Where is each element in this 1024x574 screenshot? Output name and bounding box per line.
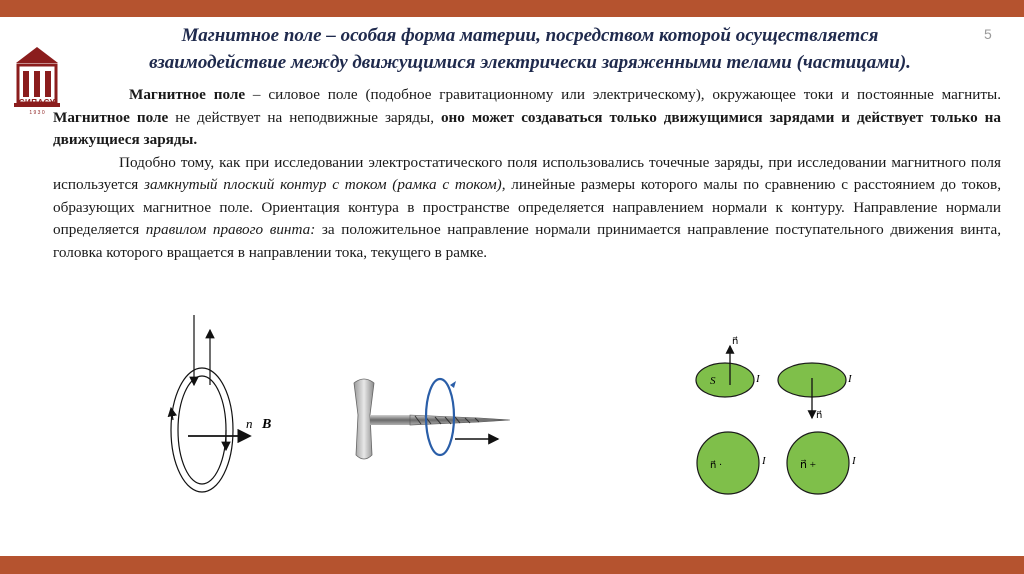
text-run: не действует на неподвижные заряды, [168,108,441,126]
current-label: I [762,455,766,467]
title-line-1: Магнитное поле – особая форма материи, посредством которой осуществляется [181,25,879,46]
loop-ellipse [696,363,754,397]
current-label: I [852,455,856,467]
italic-term: правилом правого винта: [145,221,316,238]
normal-label: n⃗ [732,336,739,347]
bottom-accent-bar [0,556,1024,574]
slide-number: 5 [984,26,992,42]
normal-label: n⃗ [816,410,823,421]
field-label: B⃗ [262,417,283,432]
normal-out-label: n⃗ · [710,460,723,471]
text-run: Подобно тому, как при исследовании электростатического поля использовались точечные заряды, при исследовании магнитного поля используется [53,153,1001,193]
area-label: S [710,375,716,387]
slide-title [80,22,980,76]
loop-circle [787,432,849,494]
term-bold: Магнитное поле [129,86,246,103]
screw-figure [320,355,520,475]
normal-label: n⃗ [246,416,263,431]
current-loop-figure [150,310,300,500]
current-label: I [848,373,852,385]
paragraph-2 [53,152,1001,265]
normal-direction-figure [690,330,870,505]
text-run: линейные размеры которого малы по сравнению с расстоянием до токов, образующих магнитное поле. Ориентация контура в пространстве определяется направлением нормали к контуру. Направление нормали определяется [53,176,1001,238]
title-line-2: взаимодействие между движущимися электрически заряженными телами (частицами). [149,52,911,73]
text-run: за положительное направление нормали принимается направление поступательного движения винта, головка которого вращается в направлении тока, текущего в рамке. [53,221,1002,261]
loop-circle [697,432,759,494]
text-run: – силовое поле (подобное гравитационному или электрическому), окружающее токи и постоянные магниты. [245,86,1001,103]
body-text [53,84,1001,264]
logo-name: СИПАСУ [18,98,56,107]
current-label: I [756,373,760,385]
normal-in-label: n⃗ + [800,459,816,471]
term-bold: Магнитное поле [53,108,169,126]
italic-term: замкнутый плоский контур с током (рамка с током), [144,176,506,193]
logo-subtitle: 1 9 3 0 [29,110,45,116]
top-accent-bar [0,0,1024,17]
bold-statement: оно может создаваться только движущимися зарядами и действует только на движущиеся заряды. [53,108,1001,148]
paragraph-1 [53,84,1001,152]
